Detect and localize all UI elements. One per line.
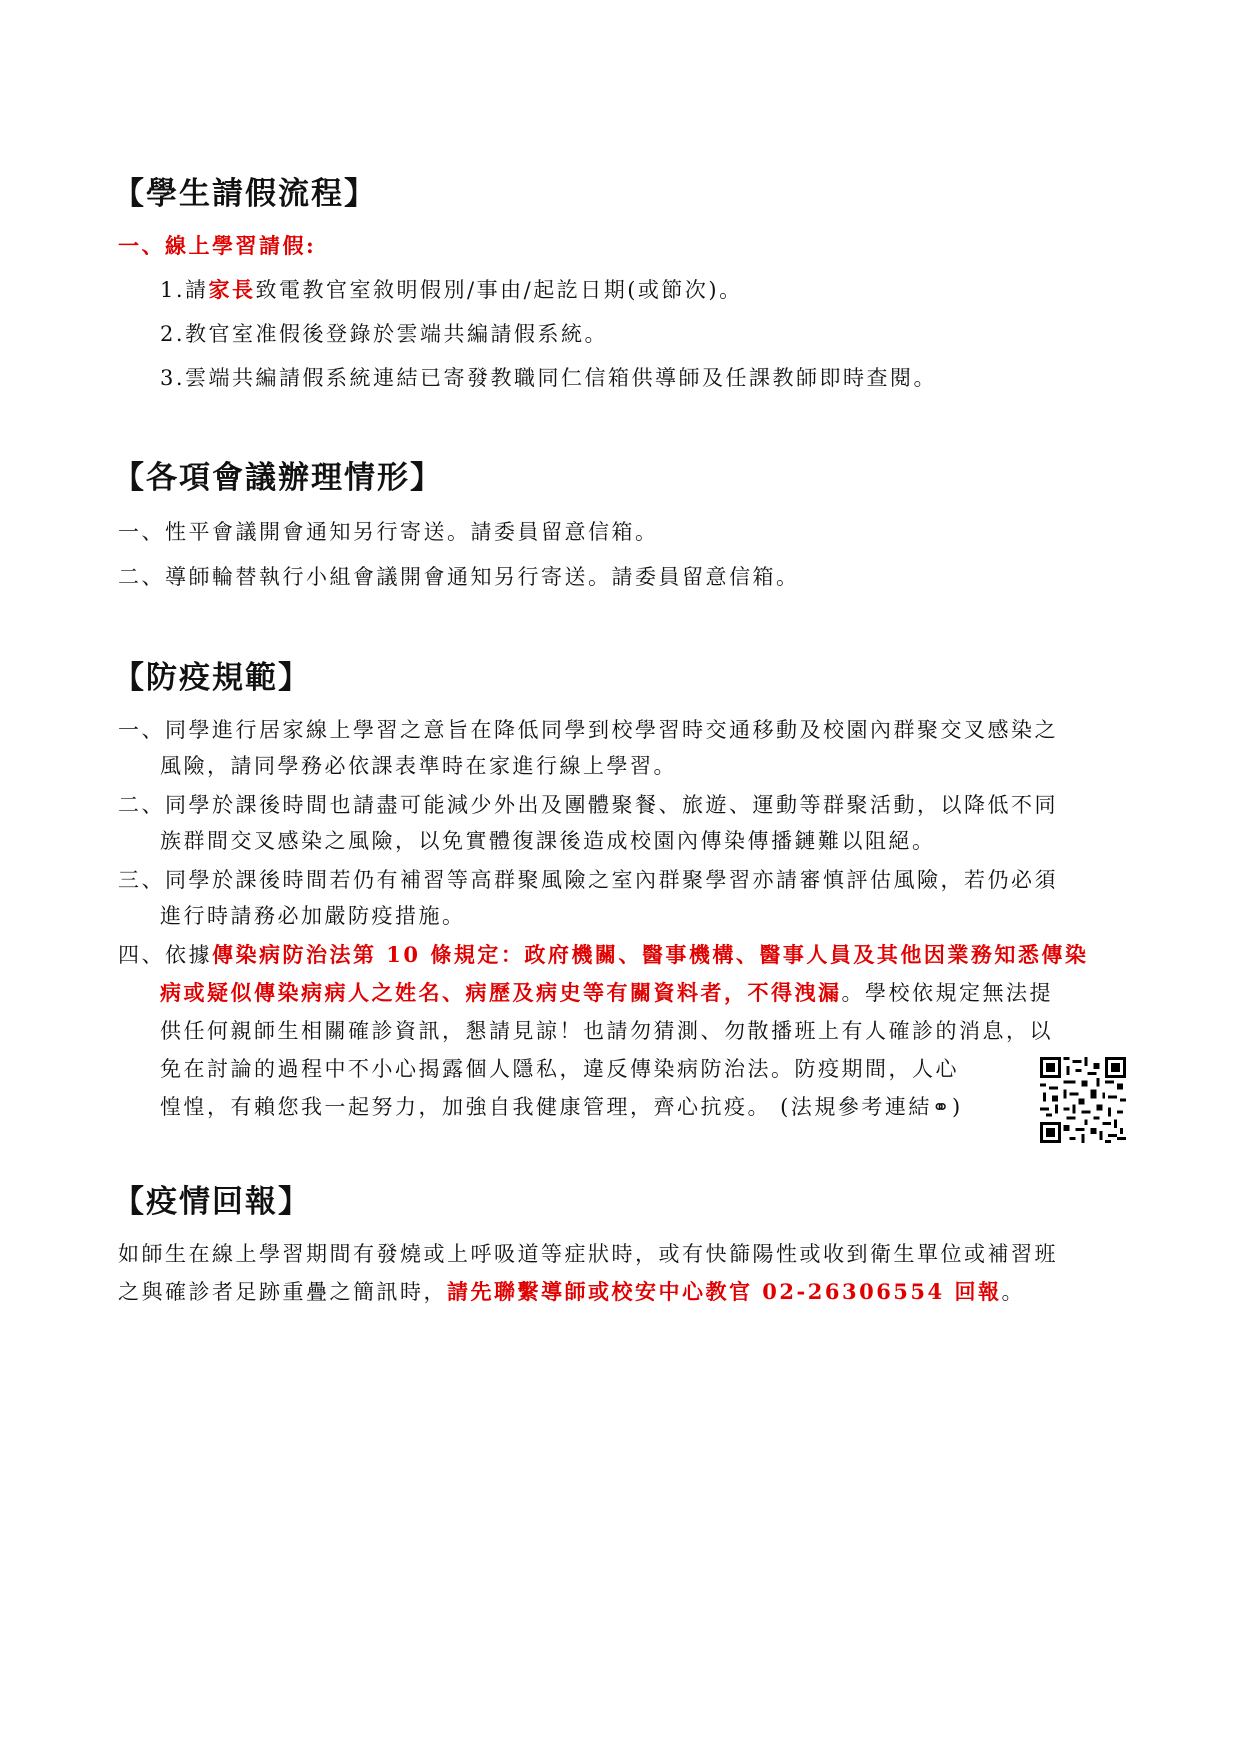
leave-step-2: 2.教官室准假後登錄於雲端共編請假系統。	[160, 322, 609, 346]
prevention-item-4-line-1	[118, 937, 1088, 973]
prevention-item-4-line-2-tail: 。學校依規定無法提	[841, 981, 1053, 1005]
prevention-item-2-line-2: 族群間交叉感染之風險，以免實體復課後造成校園內傳染傳播鏈難以阻絕。	[160, 829, 936, 853]
law-quote-part-1: 傳染病防治法第 10 條規定：政府機關、醫事機構、醫事人員及其他因業務知悉傳染	[212, 942, 1089, 967]
prevention-item-1-line-1: 一、同學進行居家線上學習之意旨在降低同學到校學習時交通移動及校園內群聚交叉感染之	[118, 718, 1058, 742]
leave-step-1-parent: 家長	[208, 277, 256, 302]
prevention-item-3-line-1: 三、同學於課後時間若仍有補習等高群聚風險之室內群聚學習亦請審慎評估風險，若仍必須	[118, 868, 1058, 892]
report-line-2-text-b: 。	[1001, 1280, 1025, 1304]
leave-step-1-text-b: 致電教官室敘明假別/事由/起訖日期(或節次)。	[255, 278, 743, 302]
leave-process-heading: 【學生請假流程】	[113, 176, 377, 212]
report-line-2	[118, 1274, 1025, 1310]
report-line-2-text-a: 之與確診者足跡重疊之簡訊時，	[118, 1280, 447, 1304]
prevention-item-1-line-2: 風險，請同學務必依課表準時在家進行線上學習。	[160, 754, 677, 778]
leave-step-1-text-a: 1.請	[160, 278, 209, 302]
prevention-item-4-line-2	[160, 975, 1053, 1011]
leave-step-1	[160, 272, 743, 308]
report-contact-instruction: 請先聯繫導師或校安中心教官 02-26306554 回報	[447, 1279, 1002, 1304]
prevention-item-4-line-5[interactable]: 惶惶，有賴您我一起努力，加強自我健康管理，齊心抗疫。 (法規參考連結⚭)	[160, 1095, 963, 1119]
epidemic-report-heading: 【疫情回報】	[113, 1184, 311, 1220]
prevention-item-2-line-1: 二、同學於課後時間也請盡可能減少外出及團體聚餐、旅遊、運動等群聚活動，以降低不同	[118, 793, 1058, 817]
prevention-item-4-line-4: 免在討論的過程中不小心揭露個人隱私，違反傳染病防治法。防疫期間，人心	[160, 1057, 959, 1081]
meeting-item-2: 二、導師輪替執行小組會議開會通知另行寄送。請委員留意信箱。	[118, 565, 800, 589]
report-line-1: 如師生在線上學習期間有發燒或上呼吸道等症狀時，或有快篩陽性或收到衛生單位或補習班	[118, 1242, 1058, 1266]
prevention-item-4-prefix: 四、依據	[118, 943, 212, 967]
meeting-item-1: 一、性平會議開會通知另行寄送。請委員留意信箱。	[118, 520, 659, 544]
online-leave-subheading: 一、線上學習請假:	[118, 233, 317, 258]
law-quote-part-2: 病或疑似傳染病病人之姓名、病歷及病史等有關資料者，不得洩漏	[160, 980, 842, 1005]
prevention-item-3-line-2: 進行時請務必加嚴防疫措施。	[160, 904, 466, 928]
prevention-heading: 【防疫規範】	[113, 660, 311, 696]
meetings-heading: 【各項會議辦理情形】	[113, 460, 443, 496]
leave-step-3: 3.雲端共編請假系統連結已寄發教職同仁信箱供導師及任課教師即時查閱。	[160, 366, 938, 390]
qr-code-icon[interactable]	[1040, 1057, 1126, 1143]
prevention-item-4-line-3: 供任何親師生相關確診資訊，懇請見諒！也請勿猜測、勿散播班上有人確診的消息，以	[160, 1019, 1053, 1043]
